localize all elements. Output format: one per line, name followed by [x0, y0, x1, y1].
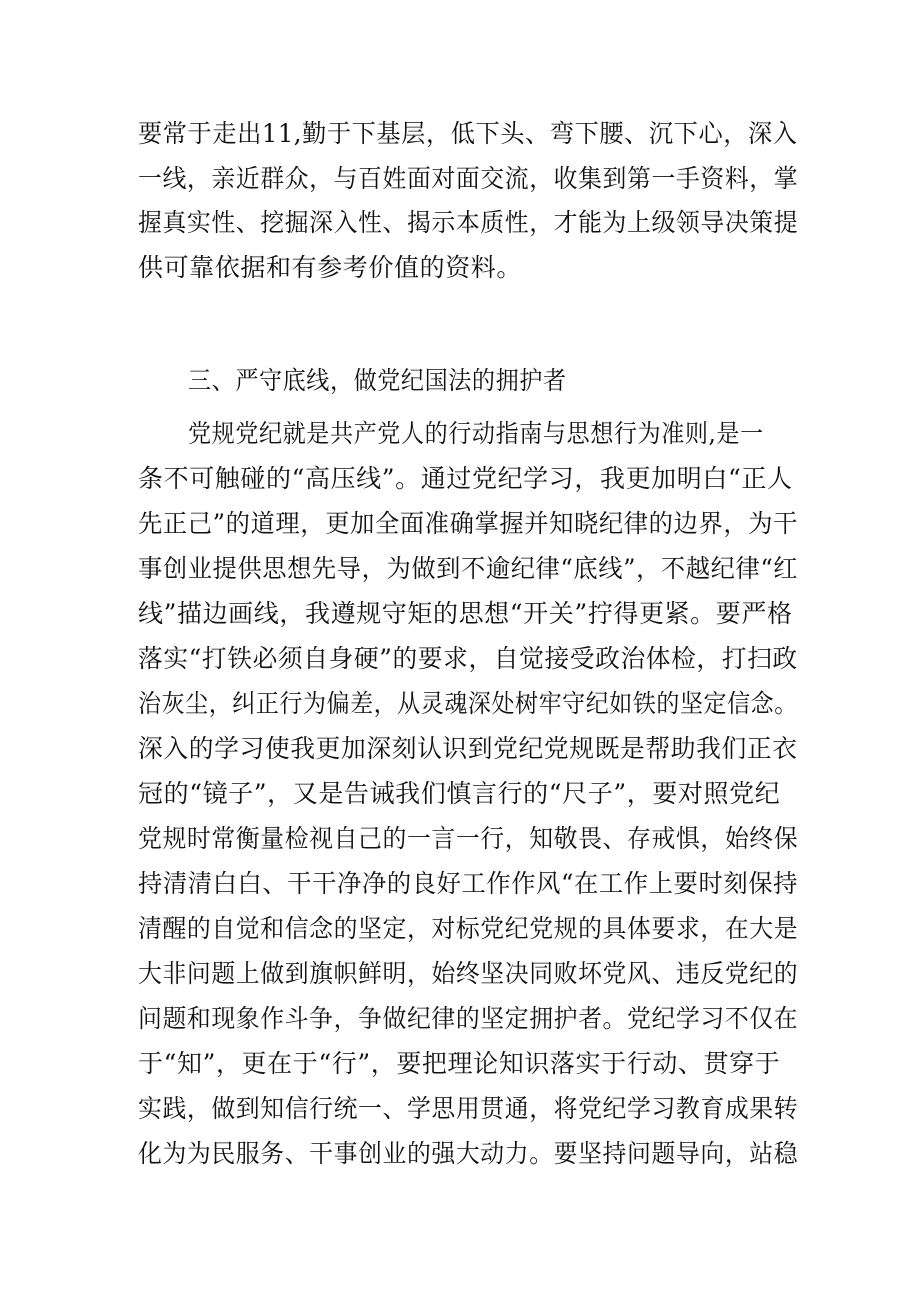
paragraph-line: 持清清白白、干干净净的良好工作作风“在工作上要时刻保持 [138, 869, 798, 898]
paragraph-line: 握真实性、挖掘深入性、揭示本质性，才能为上级领导决策提 [138, 208, 799, 237]
paragraph-line: 深入的学习使我更加深刻认识到党纪党规既是帮助我们正衣 [138, 734, 798, 763]
paragraph-line: 落实“打铁必须自身硬”的要求，自觉接受政治体检，打扫政 [138, 644, 798, 673]
paragraph-line: 党规党纪就是共产党人的行动指南与思想行为准则,是一 [188, 419, 764, 448]
paragraph-line: 要常于走出11,勤于下基层，低下头、弯下腰、沉下心，深入 [138, 119, 798, 148]
paragraph-line: 清醒的自觉和信念的坚定，对标党纪党规的具体要求，在大是 [138, 914, 799, 943]
section-heading: 三、严守底线，做党纪国法的拥护者 [188, 366, 567, 395]
paragraph-line: 问题和现象作斗争，争做纪律的坚定拥护者。党纪学习不仅在 [138, 1004, 799, 1033]
paragraph-line: 化为为民服务、干事创业的强大动力。要坚持问题导向，站稳 [138, 1139, 799, 1168]
paragraph-line: 线”描边画线，我遵规守矩的思想“开关”拧得更紧。要严格 [138, 599, 793, 628]
paragraph-line: 先正己”的道理，更加全面准确掌握并知晓纪律的边界，为干 [138, 509, 798, 538]
paragraph-line: 事创业提供思想先导，为做到不逾纪律“底线”，不越纪律“红 [138, 554, 799, 583]
paragraph-line: 于“知”，更在于“行”，要把理论知识落实于行动、贯穿于 [138, 1049, 781, 1078]
paragraph-line: 党规时常衡量检视自己的一言一行，知敬畏、存戒惧，始终保 [138, 824, 799, 853]
paragraph-line: 一线，亲近群众，与百姓面对面交流，收集到第一手资料，掌 [138, 164, 799, 193]
paragraph-line: 治灰尘，纠正行为偏差，从灵魂深处树牢守纪如铁的坚定信念。 [138, 689, 798, 718]
paragraph-line: 实践，做到知信行统一、学思用贯通，将党纪学习教育成果转 [138, 1094, 799, 1123]
paragraph-line: 条不可触碰的“高压线”。通过党纪学习，我更加明白“正人 [138, 464, 793, 493]
paragraph-line: 供可靠依据和有参考价值的资料。 [138, 253, 523, 282]
paragraph-line: 冠的“镜子”，又是告诫我们慎言行的“尺子”，要对照党纪 [138, 779, 781, 808]
paragraph-line: 大非问题上做到旗帜鲜明，始终坚决同败坏党风、违反党纪的 [138, 959, 799, 988]
